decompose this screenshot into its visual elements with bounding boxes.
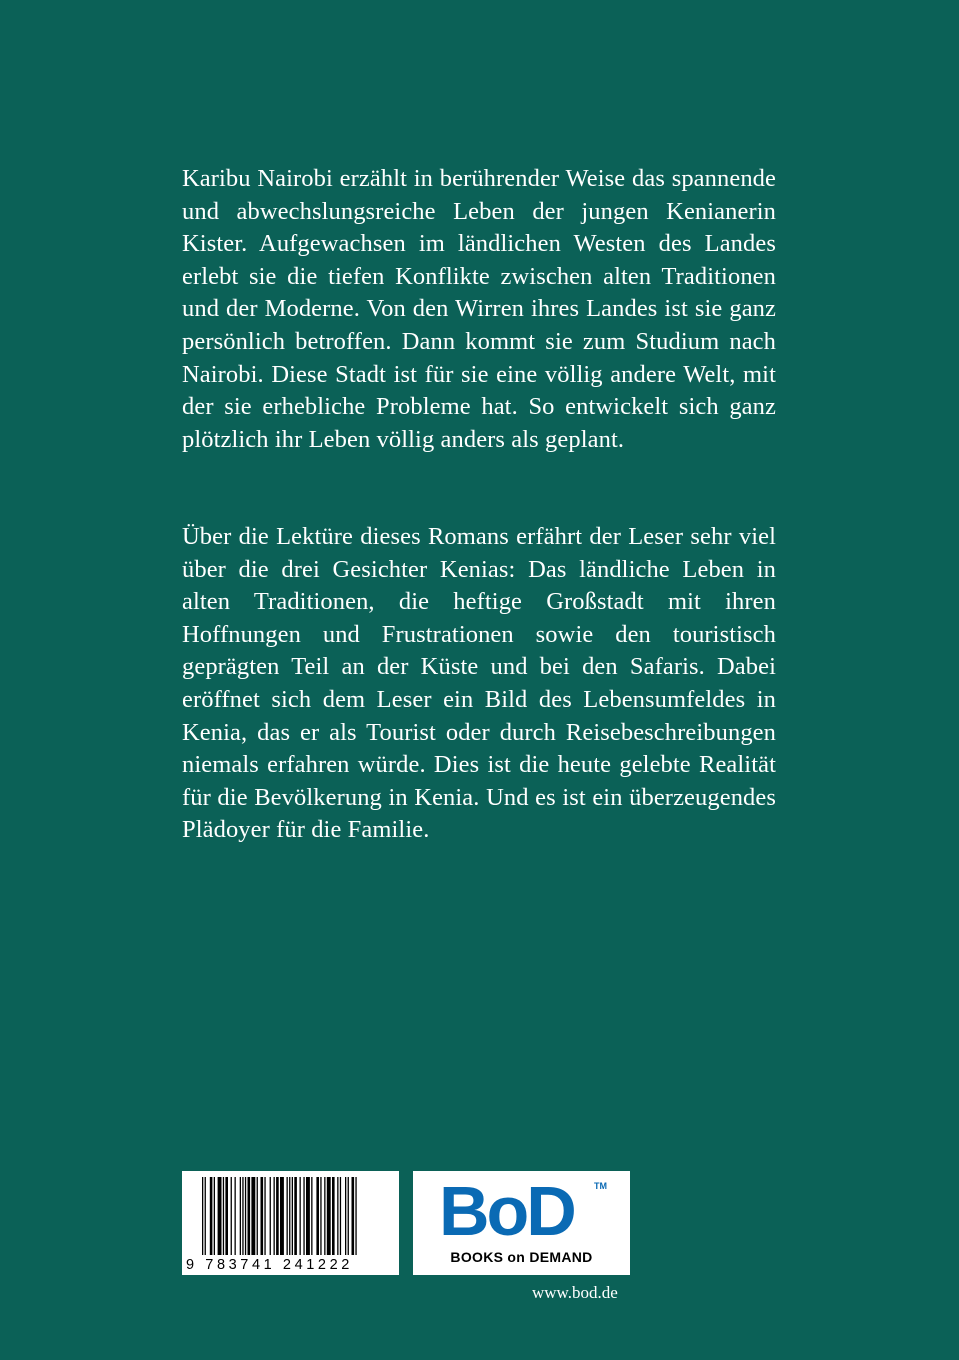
barcode-bar (303, 1177, 304, 1255)
isbn-number: 9 783741 241222 (186, 1257, 353, 1273)
barcode-bar (324, 1177, 325, 1255)
barcode-bar (327, 1177, 331, 1255)
publisher-logo (413, 1171, 630, 1275)
barcode-bar (311, 1177, 312, 1255)
barcode-bar (270, 1177, 271, 1255)
barcode-bar (348, 1177, 349, 1255)
barcode-bar (264, 1177, 265, 1255)
blurb-paragraph-1: Karibu Nairobi erzählt in berührender Weise das spannende und abwechslungsreiche Leben der jungen Kenianerin Kister. Aufgewachsen im ländlichen Westen des Landes erlebt sie die tiefen Konflikte zwischen alten Traditionen und der Moderne. Von den Wirren ihres Landes ist sie ganz persönlich betroffen. Dann kommt sie zum Studium nach Nairobi. Diese Stadt ist für sie eine völlig andere Welt, mit der sie erhebliche Probleme hat. So entwickelt sich ganz plötzlich ihr Leben völlig anders als geplant. (182, 165, 776, 453)
barcode-bar (274, 1177, 275, 1255)
barcode-bar (300, 1177, 301, 1255)
barcode-bar (340, 1177, 341, 1255)
barcode-bar (280, 1177, 284, 1255)
trademark-symbol: TM (594, 1181, 607, 1191)
barcode-bar (214, 1177, 215, 1255)
barcode-bar (292, 1177, 293, 1255)
barcode-bar (289, 1177, 290, 1255)
barcode-bar (306, 1177, 310, 1255)
barcode-bar (337, 1177, 338, 1255)
barcode-bar (205, 1177, 206, 1255)
barcode-bar (332, 1177, 335, 1255)
barcode-bar (240, 1177, 241, 1255)
barcode-bar (294, 1177, 297, 1255)
bod-logo-text: BoD (439, 1172, 574, 1250)
barcode-bar (320, 1177, 321, 1255)
barcode-bar (276, 1177, 279, 1255)
barcode-bar (352, 1177, 355, 1255)
barcode-bar (261, 1177, 264, 1255)
barcode-bar (223, 1177, 224, 1255)
barcode-bar (257, 1177, 258, 1255)
barcode-bar (231, 1177, 232, 1255)
barcode-bar (242, 1177, 243, 1255)
barcode-bar (235, 1177, 236, 1255)
barcode-bar (345, 1177, 346, 1255)
barcode-bar (202, 1177, 203, 1255)
barcode-bar (248, 1177, 251, 1255)
barcode-bar (316, 1177, 319, 1255)
barcode-bar (355, 1177, 356, 1255)
barcode-bar (210, 1177, 213, 1255)
barcode-bar (225, 1177, 228, 1255)
barcode-bar (218, 1177, 222, 1255)
publisher-website: www.bod.de (532, 1283, 618, 1302)
barcode-bar (245, 1177, 246, 1255)
publisher-tagline: BOOKS on DEMAND (450, 1249, 593, 1265)
barcode-bar (251, 1177, 255, 1255)
barcode-bar (287, 1177, 288, 1255)
blurb-paragraph-2: Über die Lektüre dieses Romans erfährt der Leser sehr viel über die drei Gesichter Kenias: Das ländliche Leben in alten Traditionen, die heftige Großstadt mit ihren Hoffnungen und Frustrationen sowie den touristisch geprägten Teil an der Küste und bei den Safaris. Dabei eröffnet sich dem Leser ein Bild des Lebensumfeldes in Kenia, das er als Tourist oder durch Reisebeschreibungen niemals erfahren würde. Dies ist die heute gelebte Realität für die Bevölkerung in Kenia. Und es ist ein überzeugendes Plädoyer für die Familie. (182, 523, 776, 844)
isbn-barcode (182, 1171, 399, 1275)
